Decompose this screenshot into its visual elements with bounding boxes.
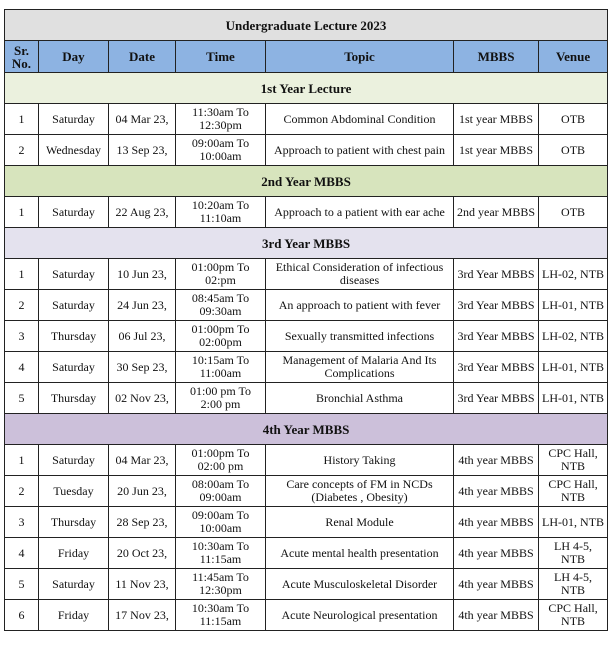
cell-time: 01:00pm To 02:00 pm [176,445,266,476]
cell-venue: OTB [539,197,608,228]
cell-sr: 1 [5,445,39,476]
cell-venue: LH-02, NTB [539,321,608,352]
cell-topic: Renal Module [266,507,454,538]
table-row [5,476,608,507]
cell-date: 06 Jul 23, [109,321,176,352]
cell-day: Wednesday [39,135,109,166]
section-title: 3rd Year MBBS [5,228,608,259]
cell-date: 02 Nov 23, [109,383,176,414]
cell-mbbs: 3rd Year MBBS [454,259,539,290]
table-row [5,538,608,569]
cell-sr: 3 [5,507,39,538]
cell-sr: 2 [5,135,39,166]
cell-time: 10:30am To 11:15am [176,538,266,569]
cell-mbbs: 4th year MBBS [454,600,539,631]
cell-sr: 4 [5,538,39,569]
cell-day: Saturday [39,259,109,290]
cell-topic: Sexually transmitted infections [266,321,454,352]
cell-time: 01:00pm To 02:pm [176,259,266,290]
header-mbbs: MBBS [454,41,539,73]
cell-time: 11:30am To 12:30pm [176,104,266,135]
cell-day: Friday [39,600,109,631]
cell-time: 01:00 pm To 2:00 pm [176,383,266,414]
table-row [5,445,608,476]
cell-date: 11 Nov 23, [109,569,176,600]
cell-day: Saturday [39,290,109,321]
cell-sr: 6 [5,600,39,631]
cell-time: 11:45am To 12:30pm [176,569,266,600]
header-day: Day [39,41,109,73]
cell-topic: Bronchial Asthma [266,383,454,414]
cell-venue: LH 4-5, NTB [539,569,608,600]
cell-venue: LH-01, NTB [539,383,608,414]
cell-day: Friday [39,538,109,569]
cell-day: Thursday [39,383,109,414]
cell-date: 10 Jun 23, [109,259,176,290]
cell-venue: CPC Hall, NTB [539,600,608,631]
cell-topic: Acute Musculoskeletal Disorder [266,569,454,600]
cell-date: 30 Sep 23, [109,352,176,383]
table-row [5,290,608,321]
cell-day: Saturday [39,445,109,476]
cell-mbbs: 4th year MBBS [454,445,539,476]
cell-time: 08:45am To 09:30am [176,290,266,321]
cell-time: 08:00am To 09:00am [176,476,266,507]
cell-topic: Acute mental health presentation [266,538,454,569]
cell-sr: 3 [5,321,39,352]
section-title: 2nd Year MBBS [5,166,608,197]
table-row [5,321,608,352]
cell-time: 10:20am To 11:10am [176,197,266,228]
header-topic: Topic [266,41,454,73]
cell-mbbs: 3rd Year MBBS [454,290,539,321]
cell-topic: An approach to patient with fever [266,290,454,321]
header-sr-no: Sr. No. [5,41,39,73]
table-row [5,507,608,538]
cell-time: 10:30am To 11:15am [176,600,266,631]
table-row [5,104,608,135]
cell-date: 04 Mar 23, [109,104,176,135]
cell-day: Saturday [39,197,109,228]
cell-date: 22 Aug 23, [109,197,176,228]
header-row [5,41,608,73]
cell-sr: 1 [5,104,39,135]
title-row [5,10,608,41]
table-row [5,383,608,414]
cell-date: 20 Jun 23, [109,476,176,507]
cell-venue: CPC Hall, NTB [539,445,608,476]
cell-topic: Common Abdominal Condition [266,104,454,135]
cell-topic: Care concepts of FM in NCDs (Diabetes , Obesity) [266,476,454,507]
cell-time: 09:00am To 10:00am [176,507,266,538]
cell-date: 20 Oct 23, [109,538,176,569]
table-row [5,259,608,290]
cell-topic: Approach to a patient with ear ache [266,197,454,228]
section-title: 1st Year Lecture [5,73,608,104]
section-band [5,166,608,197]
cell-day: Saturday [39,104,109,135]
cell-venue: OTB [539,135,608,166]
table-row [5,197,608,228]
cell-sr: 2 [5,290,39,321]
cell-mbbs: 2nd year MBBS [454,197,539,228]
cell-day: Thursday [39,321,109,352]
cell-topic: Acute Neurological presentation [266,600,454,631]
cell-mbbs: 3rd Year MBBS [454,383,539,414]
cell-day: Tuesday [39,476,109,507]
cell-date: 13 Sep 23, [109,135,176,166]
cell-mbbs: 4th year MBBS [454,569,539,600]
cell-mbbs: 3rd Year MBBS [454,321,539,352]
header-venue: Venue [539,41,608,73]
cell-venue: CPC Hall, NTB [539,476,608,507]
cell-mbbs: 4th year MBBS [454,538,539,569]
cell-mbbs: 3rd Year MBBS [454,352,539,383]
table-body [5,73,608,631]
table-row [5,600,608,631]
header-date: Date [109,41,176,73]
cell-topic: Management of Malaria And Its Complications [266,352,454,383]
cell-day: Thursday [39,507,109,538]
cell-mbbs: 4th year MBBS [454,476,539,507]
cell-date: 28 Sep 23, [109,507,176,538]
cell-date: 17 Nov 23, [109,600,176,631]
cell-day: Saturday [39,352,109,383]
header-time: Time [176,41,266,73]
section-band [5,73,608,104]
cell-time: 09:00am To 10:00am [176,135,266,166]
cell-date: 24 Jun 23, [109,290,176,321]
table-row [5,135,608,166]
cell-venue: LH-01, NTB [539,290,608,321]
table-row [5,569,608,600]
cell-venue: LH-01, NTB [539,352,608,383]
cell-sr: 5 [5,383,39,414]
cell-venue: LH 4-5, NTB [539,538,608,569]
cell-mbbs: 1st year MBBS [454,135,539,166]
cell-topic: History Taking [266,445,454,476]
section-title: 4th Year MBBS [5,414,608,445]
cell-venue: LH-01, NTB [539,507,608,538]
lecture-schedule-table [4,9,608,631]
cell-day: Saturday [39,569,109,600]
cell-sr: 1 [5,259,39,290]
table-row [5,352,608,383]
cell-mbbs: 1st year MBBS [454,104,539,135]
cell-sr: 1 [5,197,39,228]
cell-time: 01:00pm To 02:00pm [176,321,266,352]
cell-topic: Approach to patient with chest pain [266,135,454,166]
cell-venue: LH-02, NTB [539,259,608,290]
section-band [5,414,608,445]
cell-mbbs: 4th year MBBS [454,507,539,538]
cell-date: 04 Mar 23, [109,445,176,476]
cell-sr: 4 [5,352,39,383]
cell-topic: Ethical Consideration of infectious diseases [266,259,454,290]
cell-venue: OTB [539,104,608,135]
cell-sr: 5 [5,569,39,600]
section-band [5,228,608,259]
cell-sr: 2 [5,476,39,507]
cell-time: 10:15am To 11:00am [176,352,266,383]
table-title: Undergraduate Lecture 2023 [5,10,608,41]
